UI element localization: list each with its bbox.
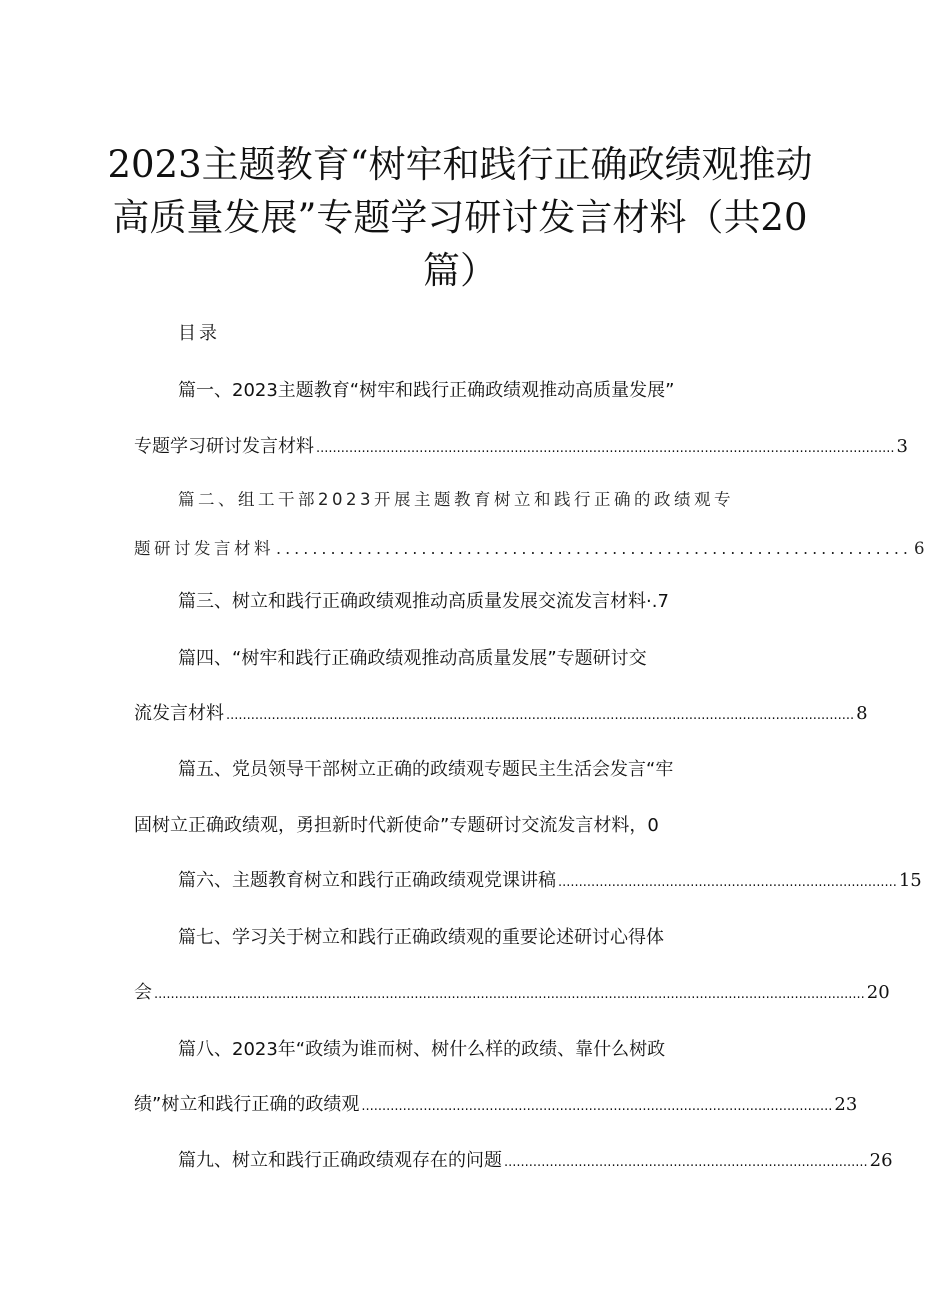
- toc-entry-8-page: 23: [834, 1094, 858, 1115]
- toc-entry-7-text: 会: [134, 982, 152, 1003]
- toc-entry-1-page: 3: [896, 436, 908, 457]
- toc-entry-2-page: 6: [914, 539, 928, 558]
- toc-leader-dots: ............................................................................................................................................................................: [154, 987, 865, 1002]
- toc-entry-7-line-1[interactable]: 篇七、学习关于树立和践行正确政绩观的重要论述研讨心得体: [178, 927, 664, 948]
- toc-leader-dots: ..................................................................................: [558, 875, 897, 890]
- toc-entry-3-line-1[interactable]: 篇三、树立和践行正确政绩观推动高质量发展交流发言材料·.7: [178, 591, 669, 612]
- toc-entry-9-page: 26: [869, 1150, 893, 1171]
- toc-entry-1-line-1[interactable]: 篇一、2023主题教育“树牢和践行正确政绩观推动高质量发展”: [178, 380, 675, 401]
- title-line-2: 高质量发展”专题学习研讨发言材料（共20: [112, 196, 808, 239]
- toc-entry-7-page: 20: [866, 982, 890, 1003]
- toc-leader-dots: ............................................................................................................................................: [316, 441, 895, 456]
- toc-entry-4-page: 8: [856, 703, 868, 724]
- toc-entry-4-line-1[interactable]: 篇四、“树牢和践行正确政绩观推动高质量发展”专题研讨交: [178, 648, 647, 669]
- toc-entry-9-text: 篇九、树立和践行正确政绩观存在的问题: [178, 1150, 502, 1171]
- toc-heading: 目录: [178, 323, 220, 344]
- toc-entry-9-line-1[interactable]: [178, 1148, 893, 1176]
- toc-entry-4-line-2[interactable]: [134, 701, 868, 729]
- toc-entry-6-line-1[interactable]: [178, 868, 922, 896]
- toc-entry-8-line-1[interactable]: 篇八、2023年“政绩为谁而树、树什么样的政绩、靠什么树政: [178, 1039, 666, 1060]
- toc-entry-6-text: 篇六、主题教育树立和践行正确政绩观党课讲稿: [178, 870, 556, 891]
- toc-entry-2-text: 题研讨发言材料: [134, 539, 274, 558]
- document-title: [100, 138, 820, 297]
- toc-leader-dots: ........................................................................................................................................................: [226, 708, 855, 723]
- toc-entry-1-line-2[interactable]: [134, 434, 908, 462]
- toc-entry-5-line-2[interactable]: 固树立正确政绩观，勇担新时代新使命”专题研讨交流发言材料，0: [134, 815, 659, 836]
- toc-entry-6-page: 15: [898, 870, 922, 891]
- toc-entry-2-line-2[interactable]: [134, 536, 928, 562]
- title-line-3: 篇）: [423, 249, 497, 292]
- title-line-1: 2023主题教育“树牢和践行正确政绩观推动: [107, 143, 813, 186]
- toc-leader-dots: ........................................................................................: [504, 1155, 868, 1170]
- toc-entry-4-text: 流发言材料: [134, 703, 224, 724]
- toc-entry-1-text: 专题学习研讨发言材料: [134, 436, 314, 457]
- toc-entry-7-line-2[interactable]: [134, 980, 890, 1008]
- toc-entry-2-line-1[interactable]: 篇二、组工干部2023开展主题教育树立和践行正确的政绩观专: [178, 490, 734, 509]
- toc-entry-5-line-1[interactable]: 篇五、党员领导干部树立正确的政绩观专题民主生活会发言“牢: [178, 759, 674, 780]
- toc-leader-dots: ......................................................................: [276, 539, 913, 558]
- toc-entry-8-line-2[interactable]: [134, 1092, 858, 1120]
- toc-leader-dots: ..................................................................................................................: [361, 1099, 833, 1114]
- toc-entry-8-text: 绩”树立和践行正确的政绩观: [134, 1094, 360, 1115]
